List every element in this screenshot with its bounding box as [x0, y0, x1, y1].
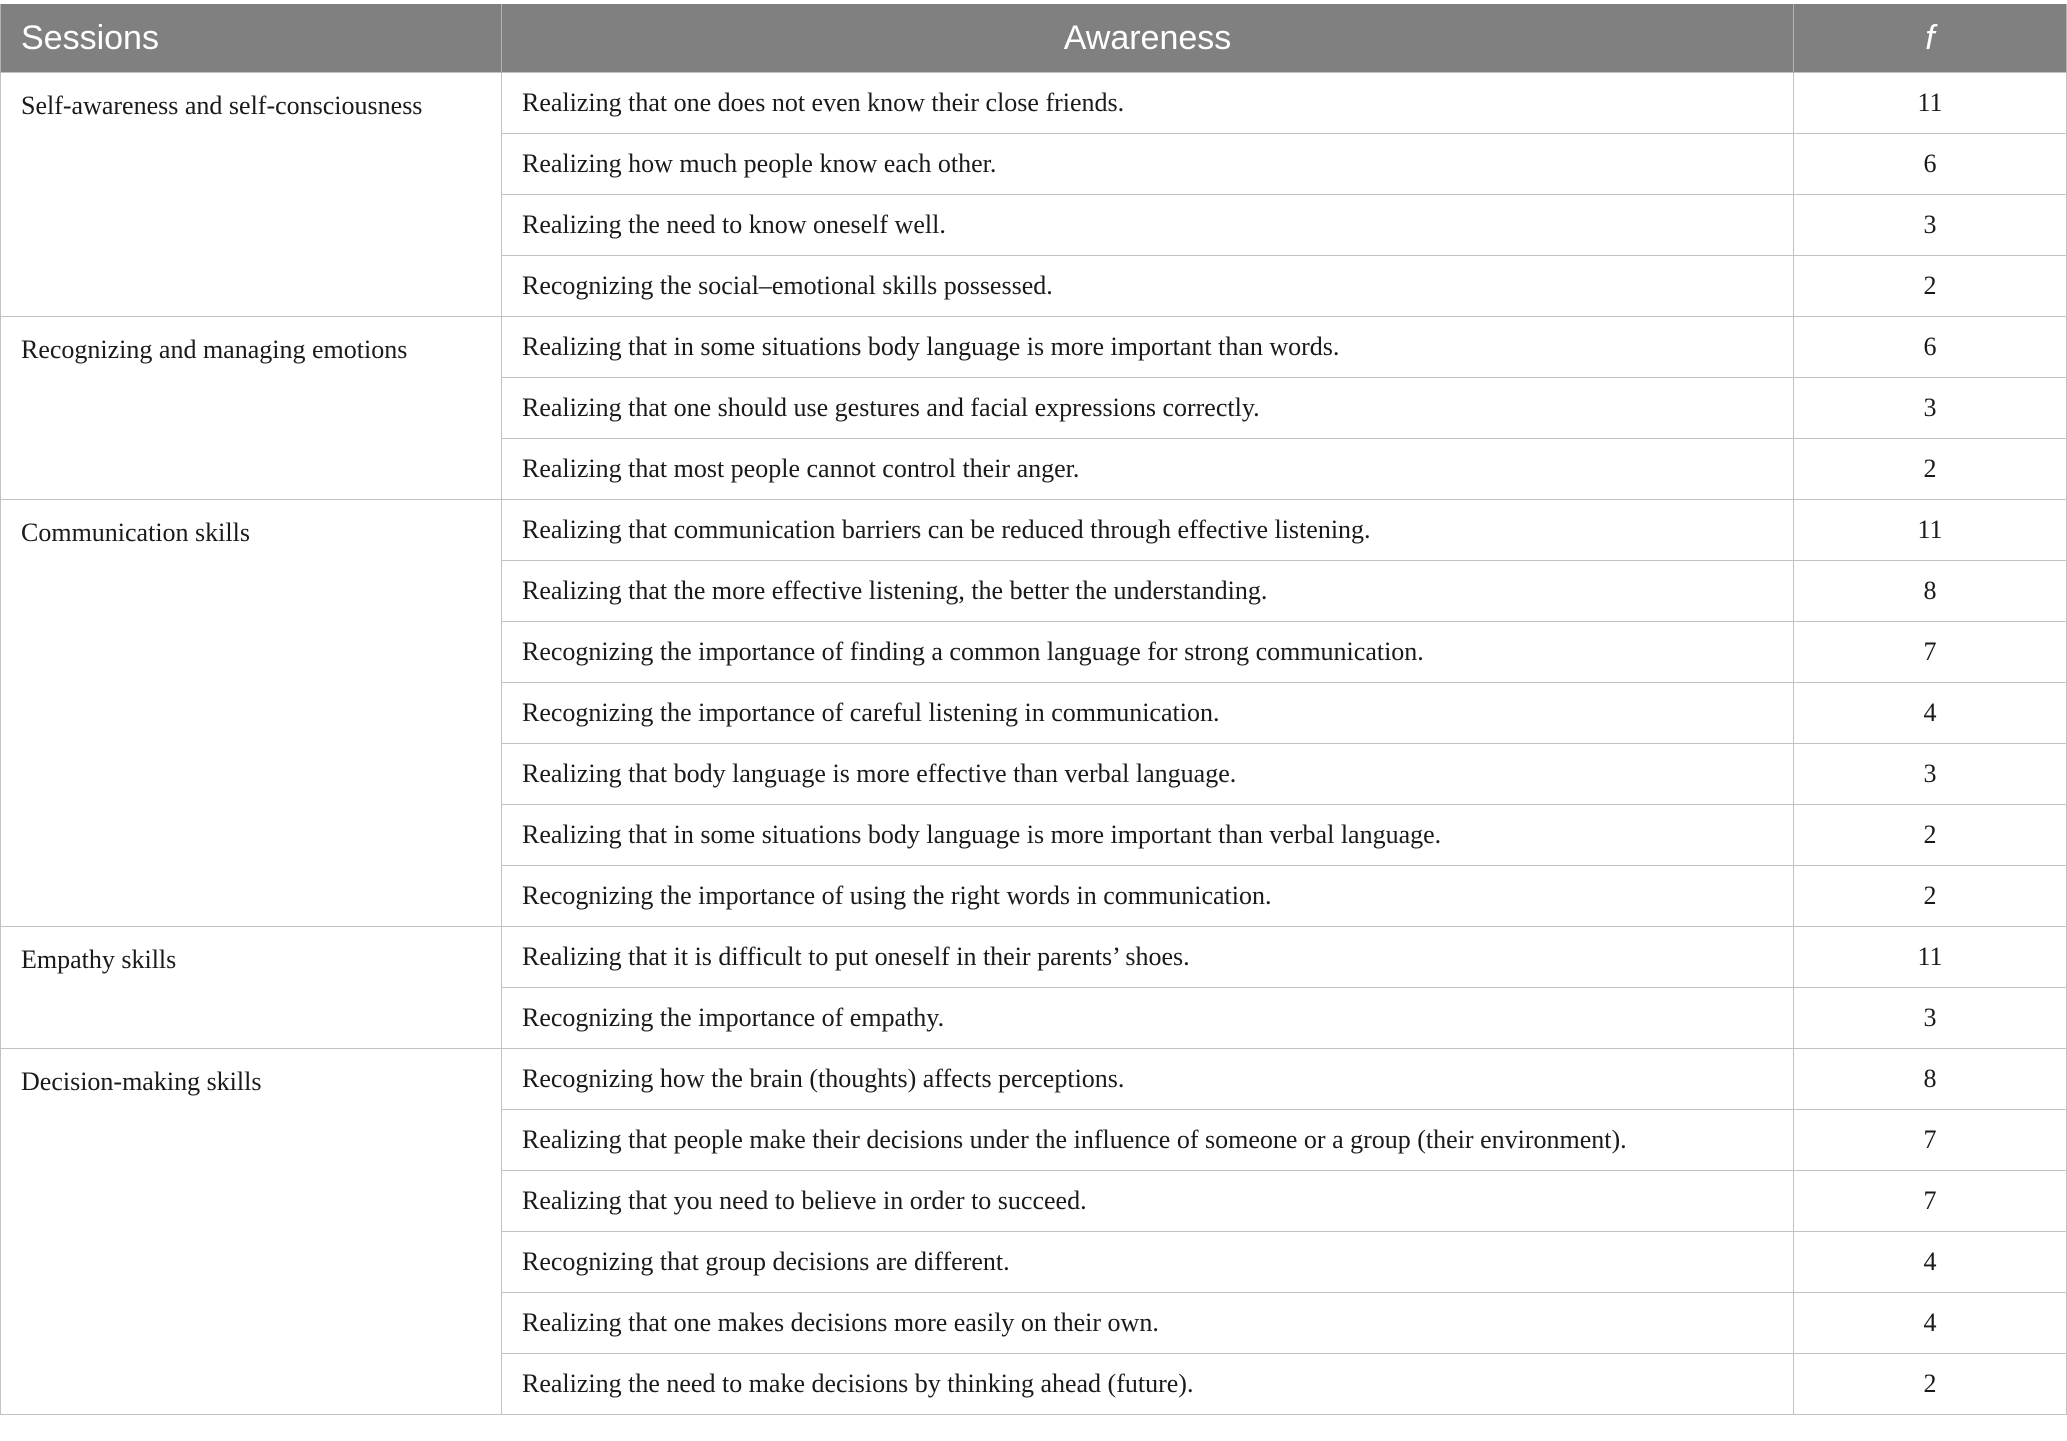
table-row: [1, 73, 2067, 134]
awareness-cell: Realizing that one does not even know their close friends.: [502, 73, 1794, 134]
frequency-cell: 4: [1794, 683, 2067, 744]
awareness-cell: Recognizing the importance of finding a common language for strong communication.: [502, 622, 1794, 683]
awareness-cell: Realizing the need to make decisions by thinking ahead (future).: [502, 1354, 1794, 1415]
frequency-cell: 8: [1794, 561, 2067, 622]
table-row: [1, 317, 2067, 378]
awareness-table: [0, 4, 2067, 1415]
awareness-cell: Recognizing the importance of empathy.: [502, 988, 1794, 1049]
table-header: [1, 4, 2067, 73]
awareness-cell: Realizing that one makes decisions more easily on their own.: [502, 1293, 1794, 1354]
awareness-cell: Realizing that it is difficult to put oneself in their parents’ shoes.: [502, 927, 1794, 988]
awareness-cell: Realizing that you need to believe in order to succeed.: [502, 1171, 1794, 1232]
frequency-cell: 2: [1794, 439, 2067, 500]
header-awareness: Awareness: [502, 4, 1794, 73]
table-row: [1, 927, 2067, 988]
session-cell: Recognizing and managing emotions: [1, 317, 502, 500]
frequency-cell: 6: [1794, 317, 2067, 378]
frequency-cell: 2: [1794, 256, 2067, 317]
session-cell: Self-awareness and self-consciousness: [1, 73, 502, 317]
table-row: [1, 1049, 2067, 1110]
awareness-cell: Realizing that communication barriers can be reduced through effective listening.: [502, 500, 1794, 561]
frequency-cell: 7: [1794, 1171, 2067, 1232]
frequency-cell: 4: [1794, 1232, 2067, 1293]
frequency-cell: 11: [1794, 500, 2067, 561]
awareness-cell: Realizing that people make their decisions under the influence of someone or a group (their environment).: [502, 1110, 1794, 1171]
frequency-cell: 2: [1794, 866, 2067, 927]
frequency-cell: 3: [1794, 378, 2067, 439]
awareness-cell: Realizing that the more effective listening, the better the understanding.: [502, 561, 1794, 622]
header-row: [1, 4, 2067, 73]
table-row: [1, 500, 2067, 561]
frequency-cell: 4: [1794, 1293, 2067, 1354]
awareness-cell: Realizing that in some situations body language is more important than verbal language.: [502, 805, 1794, 866]
awareness-cell: Realizing that in some situations body language is more important than words.: [502, 317, 1794, 378]
frequency-cell: 3: [1794, 744, 2067, 805]
session-cell: Empathy skills: [1, 927, 502, 1049]
awareness-cell: Realizing how much people know each other.: [502, 134, 1794, 195]
frequency-cell: 11: [1794, 73, 2067, 134]
frequency-cell: 3: [1794, 195, 2067, 256]
frequency-cell: 8: [1794, 1049, 2067, 1110]
awareness-cell: Recognizing that group decisions are different.: [502, 1232, 1794, 1293]
awareness-cell: Realizing that body language is more effective than verbal language.: [502, 744, 1794, 805]
awareness-cell: Realizing the need to know oneself well.: [502, 195, 1794, 256]
frequency-cell: 11: [1794, 927, 2067, 988]
awareness-cell: Recognizing the importance of using the right words in communication.: [502, 866, 1794, 927]
frequency-cell: 3: [1794, 988, 2067, 1049]
awareness-cell: Realizing that most people cannot control their anger.: [502, 439, 1794, 500]
frequency-cell: 2: [1794, 1354, 2067, 1415]
frequency-cell: 2: [1794, 805, 2067, 866]
session-cell: Communication skills: [1, 500, 502, 927]
table-body: [1, 73, 2067, 1415]
frequency-cell: 7: [1794, 622, 2067, 683]
awareness-cell: Recognizing the importance of careful listening in communication.: [502, 683, 1794, 744]
header-frequency: f: [1794, 4, 2067, 73]
header-sessions: Sessions: [1, 4, 502, 73]
frequency-cell: 7: [1794, 1110, 2067, 1171]
awareness-cell: Realizing that one should use gestures and facial expressions correctly.: [502, 378, 1794, 439]
frequency-cell: 6: [1794, 134, 2067, 195]
awareness-cell: Recognizing how the brain (thoughts) affects perceptions.: [502, 1049, 1794, 1110]
session-cell: Decision-making skills: [1, 1049, 502, 1415]
awareness-cell: Recognizing the social–emotional skills possessed.: [502, 256, 1794, 317]
